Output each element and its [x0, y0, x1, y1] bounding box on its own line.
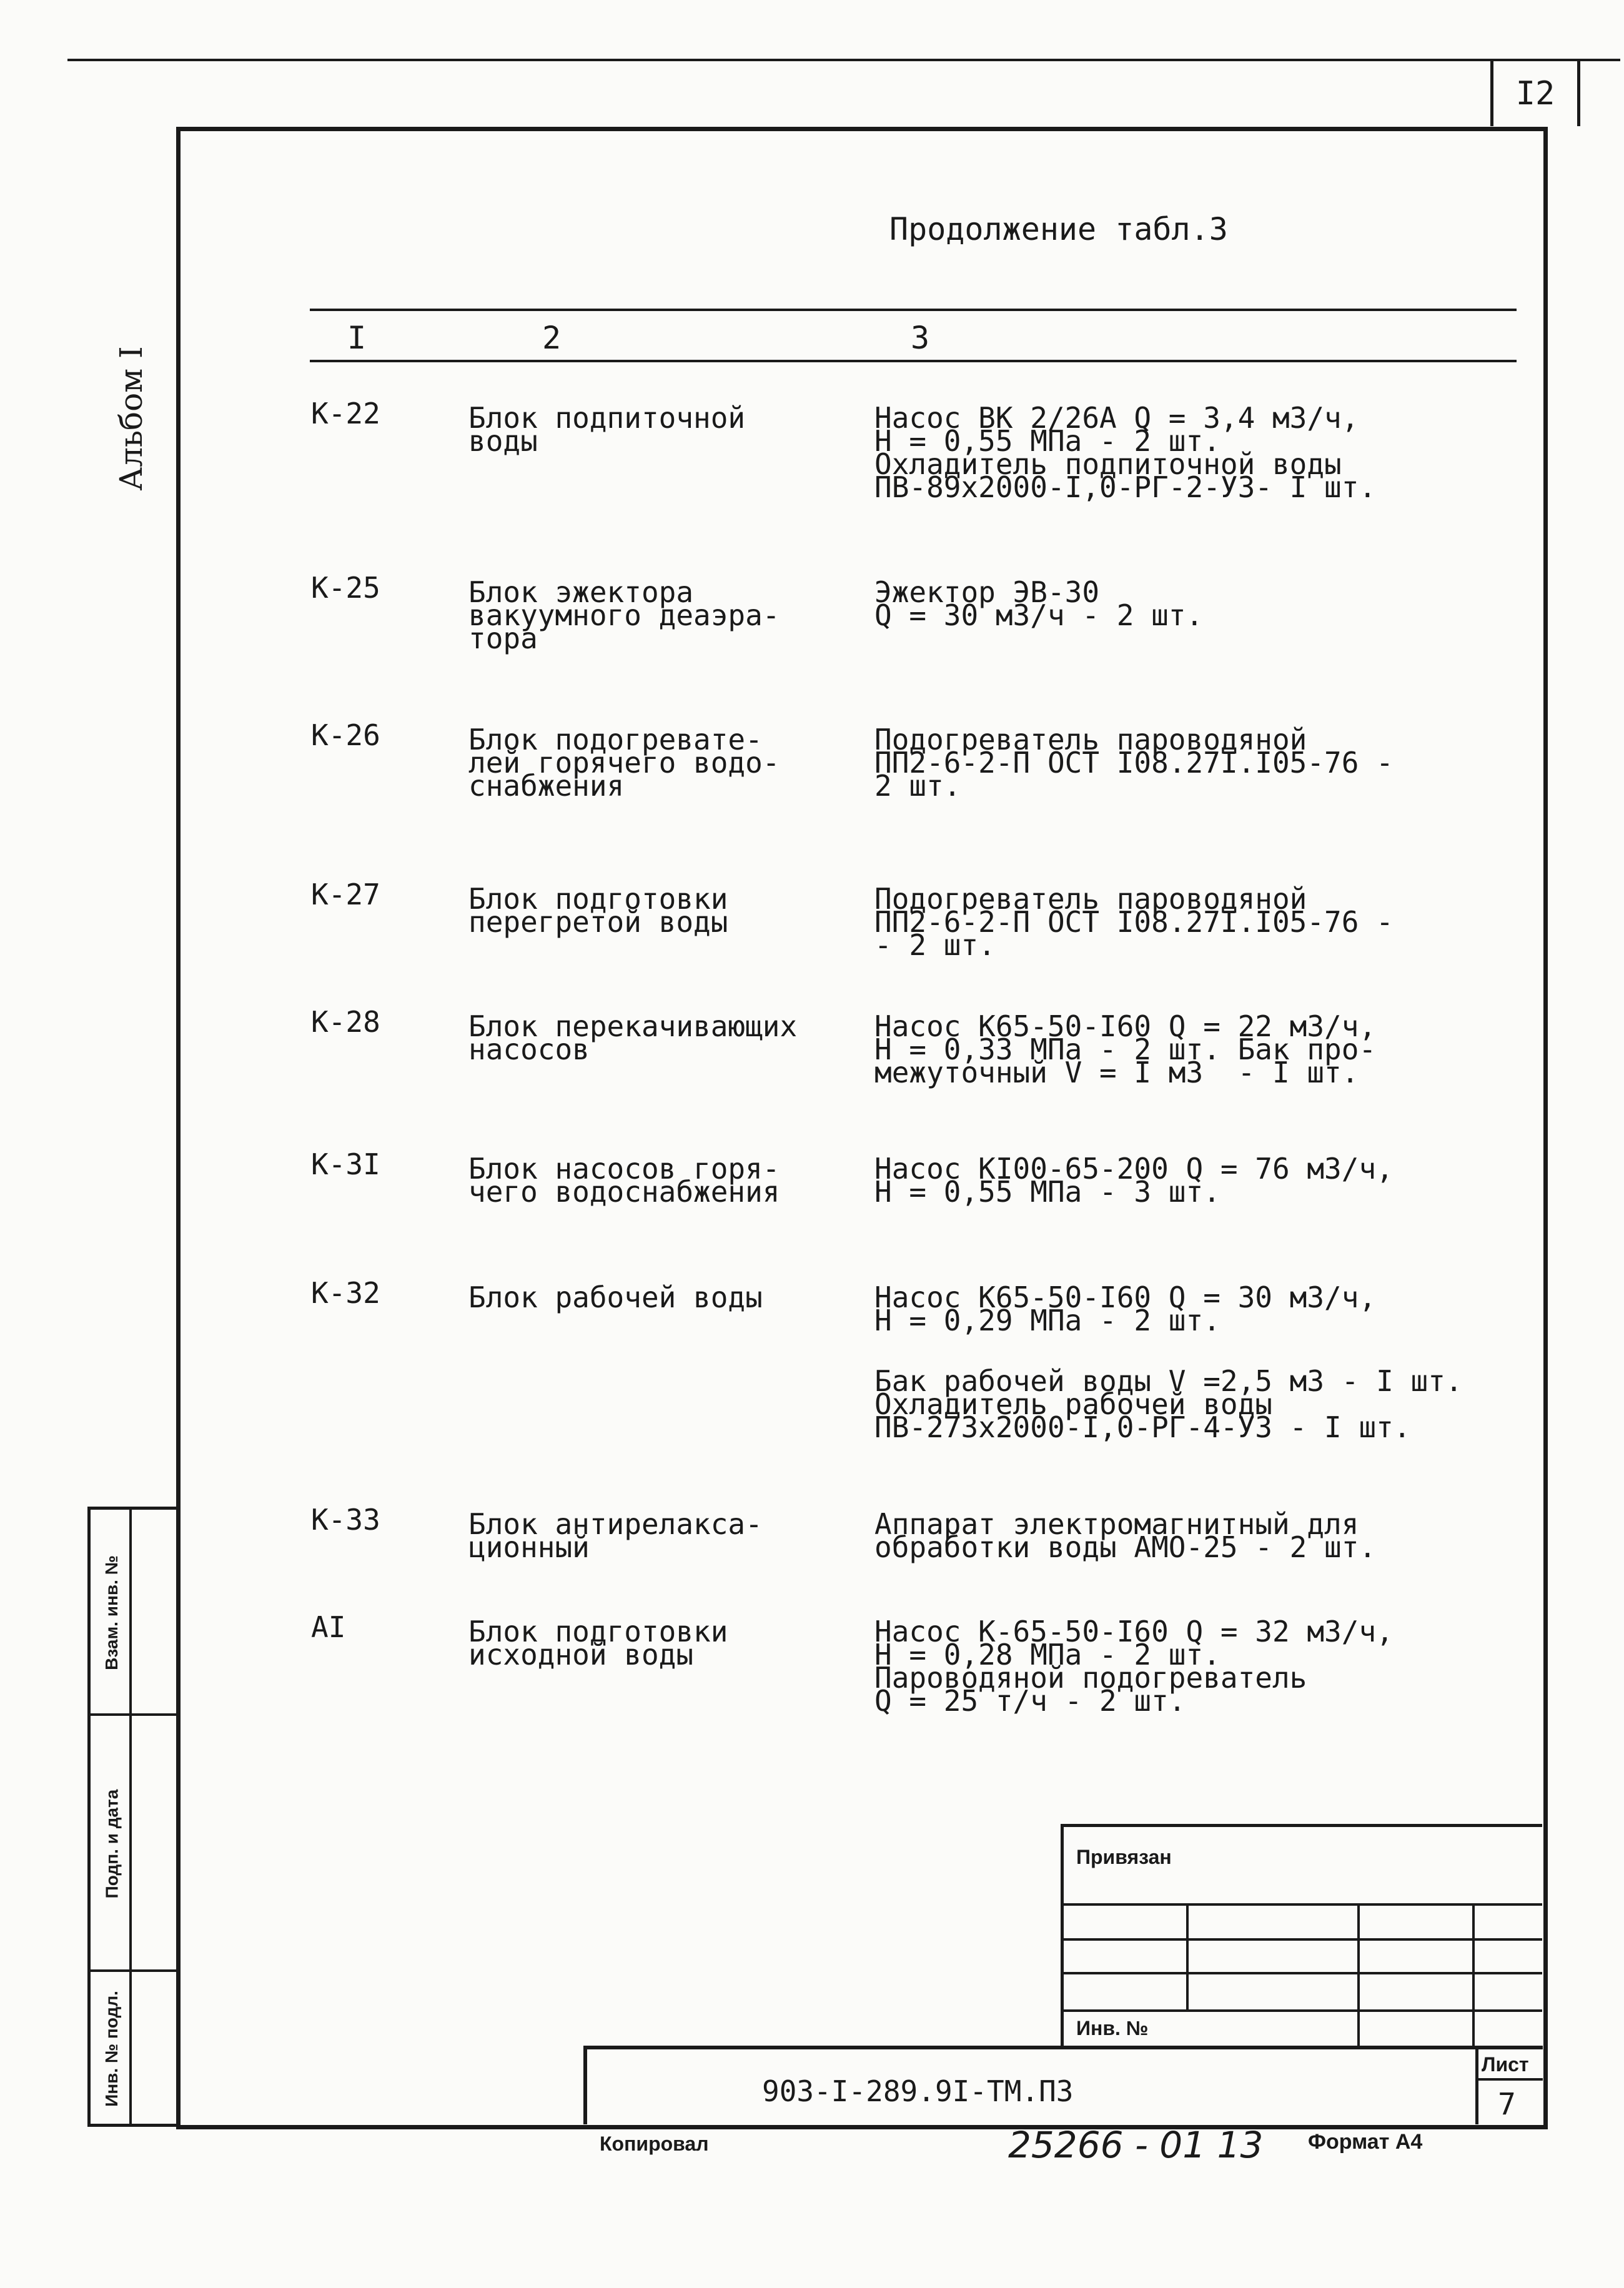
row-code: К-25	[311, 571, 380, 605]
column-header-2: 2	[542, 320, 562, 356]
stamp-inv-podl: Инв. № подл.	[102, 1990, 122, 2107]
row-spec: Насос ВК 2/26А Q = 3,4 м3/ч, Н = 0,55 МПа - 2 шт. Охладитель подпиточной воды ПВ-89х2000-I,0-РГ-2-УЗ- I шт.	[874, 401, 1377, 504]
format-label: Формат А4	[1308, 2130, 1423, 2154]
row-name: Блок подготовки перегретой воды	[468, 882, 728, 939]
row-name: Блок подготовки исходной воды	[468, 1615, 728, 1671]
tb-rule	[1064, 1903, 1542, 1906]
tb-rule	[1186, 1903, 1189, 2011]
row-name: Блок эжектора вакуумного деаэра- тора	[468, 575, 780, 655]
row-spec: Насос К65-50-I60 Q = 22 м3/ч, Н = 0,33 МПа - 2 шт. Бак про- межуточный V = I м3 - I шт.	[874, 1009, 1377, 1089]
title-block-main	[583, 2046, 1543, 2124]
side-stamp	[87, 1507, 177, 2127]
stamp-podp-data: Подп. и дата	[102, 1789, 122, 1899]
tb-rule	[1472, 1903, 1475, 2049]
row-name: Блок перекачивающих насосов	[468, 1009, 798, 1066]
row-spec: Аппарат электромагнитный для обработки воды АМО-25 - 2 шт.	[874, 1507, 1377, 1564]
tb-rule	[1475, 2049, 1478, 2124]
row-code: К-27	[311, 878, 380, 911]
table-header-top-rule	[310, 309, 1517, 311]
row-name: Блок насосов горя- чего водоснабжения	[468, 1152, 780, 1209]
row-name: Блок подпиточной воды	[468, 401, 746, 458]
row-code: К-26	[311, 718, 380, 752]
row-code: К-3I	[311, 1147, 380, 1181]
row-code: К-22	[311, 397, 380, 430]
stamp-vzam-inv: Взам. инв. №	[102, 1555, 122, 1670]
list-label: Лист	[1482, 2053, 1529, 2076]
list-number: 7	[1498, 2087, 1516, 2122]
row-spec: Насос К65-50-I60 Q = 30 м3/ч, Н = 0,29 МПа - 2 шт.	[874, 1280, 1377, 1337]
tb-rule	[1064, 1972, 1542, 1974]
row-spec: Эжектор ЭВ-30 Q = 30 м3/ч - 2 шт.	[874, 575, 1204, 632]
row-name: Блок антирелакса- ционный	[468, 1507, 763, 1564]
row-spec: Подогреватель пароводяной ПП2-6-2-П ОСТ I08.27I.I05-76 - 2 шт.	[874, 723, 1394, 803]
stamp-divider	[91, 1713, 177, 1716]
row-code: К-33	[311, 1503, 380, 1537]
album-text: Альбом I	[113, 346, 149, 491]
row-spec: Насос КI00-65-200 Q = 76 м3/ч, Н = 0,55 МПа - 3 шт.	[874, 1152, 1394, 1209]
row-spec: Подогреватель пароводяной ПП2-6-2-П ОСТ I08.27I.I05-76 - - 2 шт.	[874, 882, 1394, 962]
tb-rule	[1475, 2078, 1543, 2081]
sheet-top-line	[67, 59, 1620, 61]
column-header-3: 3	[911, 320, 930, 356]
kopiroval-label: Копировал	[600, 2132, 709, 2155]
sheet-number-box	[1490, 59, 1580, 126]
tb-rule	[1357, 1903, 1360, 2049]
title-block-binding	[1061, 1824, 1542, 2049]
row-name: Блок подогревате- лей горячего водо- снабжения	[468, 723, 780, 803]
row-code: АI	[311, 1610, 346, 1644]
table-caption: Продолжение табл.3	[889, 211, 1228, 247]
row-code: К-28	[311, 1005, 380, 1039]
row-spec-continued: Бак рабочей воды V =2,5 м3 - I шт. Охладитель рабочей воды ПВ-273х2000-I,0-РГ-4-УЗ - I шт.	[874, 1364, 1463, 1444]
table-header-bottom-rule	[310, 360, 1517, 362]
album-label	[100, 325, 162, 512]
column-header-1: I	[347, 320, 367, 356]
row-code: К-32	[311, 1276, 380, 1310]
tb-rule	[1064, 2009, 1542, 2012]
sheet-number: I2	[1515, 75, 1555, 112]
document-designation: 903-I-289.9I-ТМ.ПЗ	[762, 2074, 1074, 2108]
stamp-divider	[91, 1969, 177, 1972]
handwritten-number: 25266 - 01 13	[1008, 2124, 1264, 2166]
inv-no-label: Инв. №	[1076, 2017, 1149, 2039]
row-spec: Насос К-65-50-I60 Q = 32 м3/ч, Н = 0,28 МПа - 2 шт. Пароводяной подогреватель Q = 25 т/ч - 2 шт.	[874, 1615, 1394, 1718]
row-name: Блок рабочей воды	[468, 1280, 763, 1314]
privyazan-label: Привязан	[1076, 1846, 1172, 1868]
tb-rule	[1064, 1938, 1542, 1941]
